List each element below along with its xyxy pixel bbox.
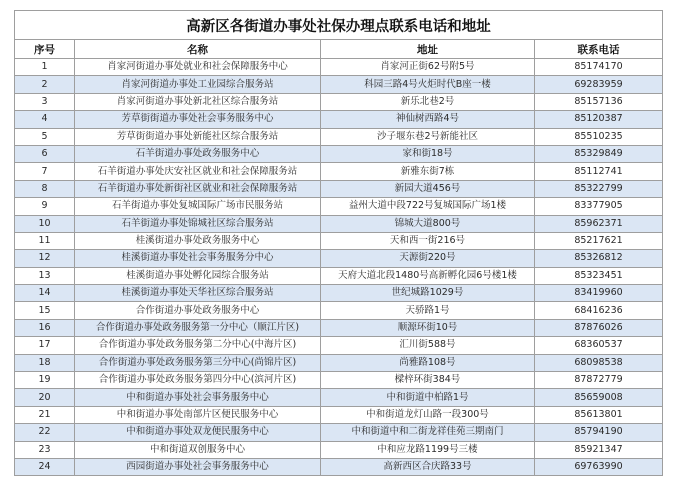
cell-no: 21 <box>15 406 75 423</box>
cell-phone: 85323451 <box>535 267 663 284</box>
table-title: 高新区各街道办事处社保办理点联系电话和地址 <box>15 11 663 40</box>
cell-no: 13 <box>15 267 75 284</box>
cell-phone: 85921347 <box>535 441 663 458</box>
cell-phone: 85326812 <box>535 250 663 267</box>
cell-name: 石羊街道办事处锦城社区综合服务站 <box>75 215 321 232</box>
cell-no: 9 <box>15 198 75 215</box>
cell-name: 合作街道办事处政务服务第四分中心(滨河片区) <box>75 372 321 389</box>
cell-address: 中和街道龙灯山路一段300号 <box>321 406 535 423</box>
cell-no: 17 <box>15 337 75 354</box>
table-row <box>15 111 663 128</box>
cell-address: 家和街18号 <box>321 145 535 162</box>
cell-phone: 69283959 <box>535 76 663 93</box>
cell-name: 石羊街道办事处新街社区就业和社会保障服务站 <box>75 180 321 197</box>
table-row <box>15 198 663 215</box>
cell-no: 3 <box>15 93 75 110</box>
cell-no: 8 <box>15 180 75 197</box>
cell-phone: 83377905 <box>535 198 663 215</box>
table-row <box>15 215 663 232</box>
cell-address: 樑梓环街384号 <box>321 372 535 389</box>
cell-address: 沙子堰东巷2号新能社区 <box>321 128 535 145</box>
cell-name: 桂溪街道办事处天华社区综合服务站 <box>75 285 321 302</box>
cell-phone: 87872779 <box>535 372 663 389</box>
cell-no: 19 <box>15 372 75 389</box>
table-row <box>15 424 663 441</box>
cell-phone: 85613801 <box>535 406 663 423</box>
cell-address: 肖家河正街62号附5号 <box>321 59 535 76</box>
contact-table <box>14 10 663 476</box>
table-row <box>15 128 663 145</box>
cell-name: 肖家河街道办事处工业园综合服务站 <box>75 76 321 93</box>
table-row <box>15 285 663 302</box>
cell-address: 天骄路1号 <box>321 302 535 319</box>
cell-name: 桂溪街道办事处社会事务服务分中心 <box>75 250 321 267</box>
cell-no: 7 <box>15 163 75 180</box>
cell-address: 新园大道456号 <box>321 180 535 197</box>
table-row <box>15 458 663 475</box>
table-row <box>15 441 663 458</box>
cell-address: 天和西一街216号 <box>321 232 535 249</box>
header-row <box>15 40 663 59</box>
cell-address: 新乐北巷2号 <box>321 93 535 110</box>
cell-name: 西园街道办事处社会事务服务中心 <box>75 458 321 475</box>
cell-phone: 85157136 <box>535 93 663 110</box>
cell-address: 科园三路4号火炬时代B座一楼 <box>321 76 535 93</box>
cell-address: 汇川街588号 <box>321 337 535 354</box>
table-body <box>15 59 663 476</box>
cell-phone: 69763990 <box>535 458 663 475</box>
column-header-no: 序号 <box>15 40 75 59</box>
cell-address: 世纪城路1029号 <box>321 285 535 302</box>
cell-phone: 85174170 <box>535 59 663 76</box>
cell-no: 2 <box>15 76 75 93</box>
cell-name: 桂溪街道办事处孵化园综合服务站 <box>75 267 321 284</box>
table-row <box>15 145 663 162</box>
cell-name: 中和街道办事处社会事务服务中心 <box>75 389 321 406</box>
contact-table-sheet <box>14 10 662 476</box>
table-row <box>15 163 663 180</box>
cell-no: 6 <box>15 145 75 162</box>
cell-no: 1 <box>15 59 75 76</box>
cell-address: 中和街道中和二街龙祥佳苑三期南门 <box>321 424 535 441</box>
cell-address: 高新西区合庆路33号 <box>321 458 535 475</box>
cell-no: 12 <box>15 250 75 267</box>
cell-name: 合作街道办事处政务服务中心 <box>75 302 321 319</box>
cell-address: 顺源环街10号 <box>321 319 535 336</box>
table-row <box>15 302 663 319</box>
table-row <box>15 337 663 354</box>
table-row <box>15 76 663 93</box>
table-row <box>15 354 663 371</box>
cell-phone: 85510235 <box>535 128 663 145</box>
cell-phone: 85329849 <box>535 145 663 162</box>
table-row <box>15 232 663 249</box>
table-row <box>15 93 663 110</box>
cell-address: 益州大道中段722号复城国际广场1楼 <box>321 198 535 215</box>
cell-name: 合作街道办事处政务服务第二分中心(中海片区) <box>75 337 321 354</box>
cell-address: 天源街220号 <box>321 250 535 267</box>
column-header-address: 地址 <box>321 40 535 59</box>
cell-name: 中和街道双创服务中心 <box>75 441 321 458</box>
table-row <box>15 59 663 76</box>
cell-name: 芳草街街道办事处社会事务服务中心 <box>75 111 321 128</box>
cell-phone: 68360537 <box>535 337 663 354</box>
cell-name: 石羊街道办事处政务服务中心 <box>75 145 321 162</box>
cell-no: 5 <box>15 128 75 145</box>
cell-name: 合作街道办事处政务服务第三分中心(尚锦片区) <box>75 354 321 371</box>
cell-phone: 85794190 <box>535 424 663 441</box>
table-row <box>15 372 663 389</box>
column-header-phone: 联系电话 <box>535 40 663 59</box>
table-row <box>15 389 663 406</box>
cell-name: 桂溪街道办事处政务服务中心 <box>75 232 321 249</box>
cell-phone: 85120387 <box>535 111 663 128</box>
cell-address: 尚雅路108号 <box>321 354 535 371</box>
cell-name: 合作街道办事处政务服务第一分中心（顺江片区) <box>75 319 321 336</box>
cell-no: 23 <box>15 441 75 458</box>
cell-no: 18 <box>15 354 75 371</box>
cell-address: 中和街道中柏路1号 <box>321 389 535 406</box>
table-row <box>15 319 663 336</box>
cell-address: 天府大道北段1480号高新孵化园6号楼1楼 <box>321 267 535 284</box>
cell-phone: 85962371 <box>535 215 663 232</box>
table-row <box>15 180 663 197</box>
cell-no: 11 <box>15 232 75 249</box>
cell-phone: 87876026 <box>535 319 663 336</box>
cell-phone: 85659008 <box>535 389 663 406</box>
table-row <box>15 250 663 267</box>
cell-phone: 85112741 <box>535 163 663 180</box>
cell-phone: 83419960 <box>535 285 663 302</box>
cell-address: 中和应龙路1199号三楼 <box>321 441 535 458</box>
cell-no: 16 <box>15 319 75 336</box>
table-row <box>15 406 663 423</box>
cell-name: 中和街道办事处南部片区便民服务中心 <box>75 406 321 423</box>
cell-phone: 85217621 <box>535 232 663 249</box>
cell-name: 中和街道办事处双龙便民服务中心 <box>75 424 321 441</box>
cell-no: 14 <box>15 285 75 302</box>
cell-phone: 85322799 <box>535 180 663 197</box>
cell-phone: 68098538 <box>535 354 663 371</box>
cell-no: 15 <box>15 302 75 319</box>
cell-no: 10 <box>15 215 75 232</box>
cell-no: 4 <box>15 111 75 128</box>
cell-name: 石羊街道办事处庆安社区就业和社会保障服务站 <box>75 163 321 180</box>
cell-address: 锦城大道800号 <box>321 215 535 232</box>
cell-no: 22 <box>15 424 75 441</box>
cell-no: 24 <box>15 458 75 475</box>
cell-no: 20 <box>15 389 75 406</box>
table-row <box>15 267 663 284</box>
cell-address: 新雅东街7栋 <box>321 163 535 180</box>
cell-name: 肖家河街道办事处新北社区综合服务站 <box>75 93 321 110</box>
cell-name: 芳草街街道办事处新能社区综合服务站 <box>75 128 321 145</box>
cell-address: 神仙树西路4号 <box>321 111 535 128</box>
cell-phone: 68416236 <box>535 302 663 319</box>
column-header-name: 名称 <box>75 40 321 59</box>
cell-name: 肖家河街道办事处就业和社会保障服务中心 <box>75 59 321 76</box>
cell-name: 石羊街道办事处复城国际广场市民服务站 <box>75 198 321 215</box>
